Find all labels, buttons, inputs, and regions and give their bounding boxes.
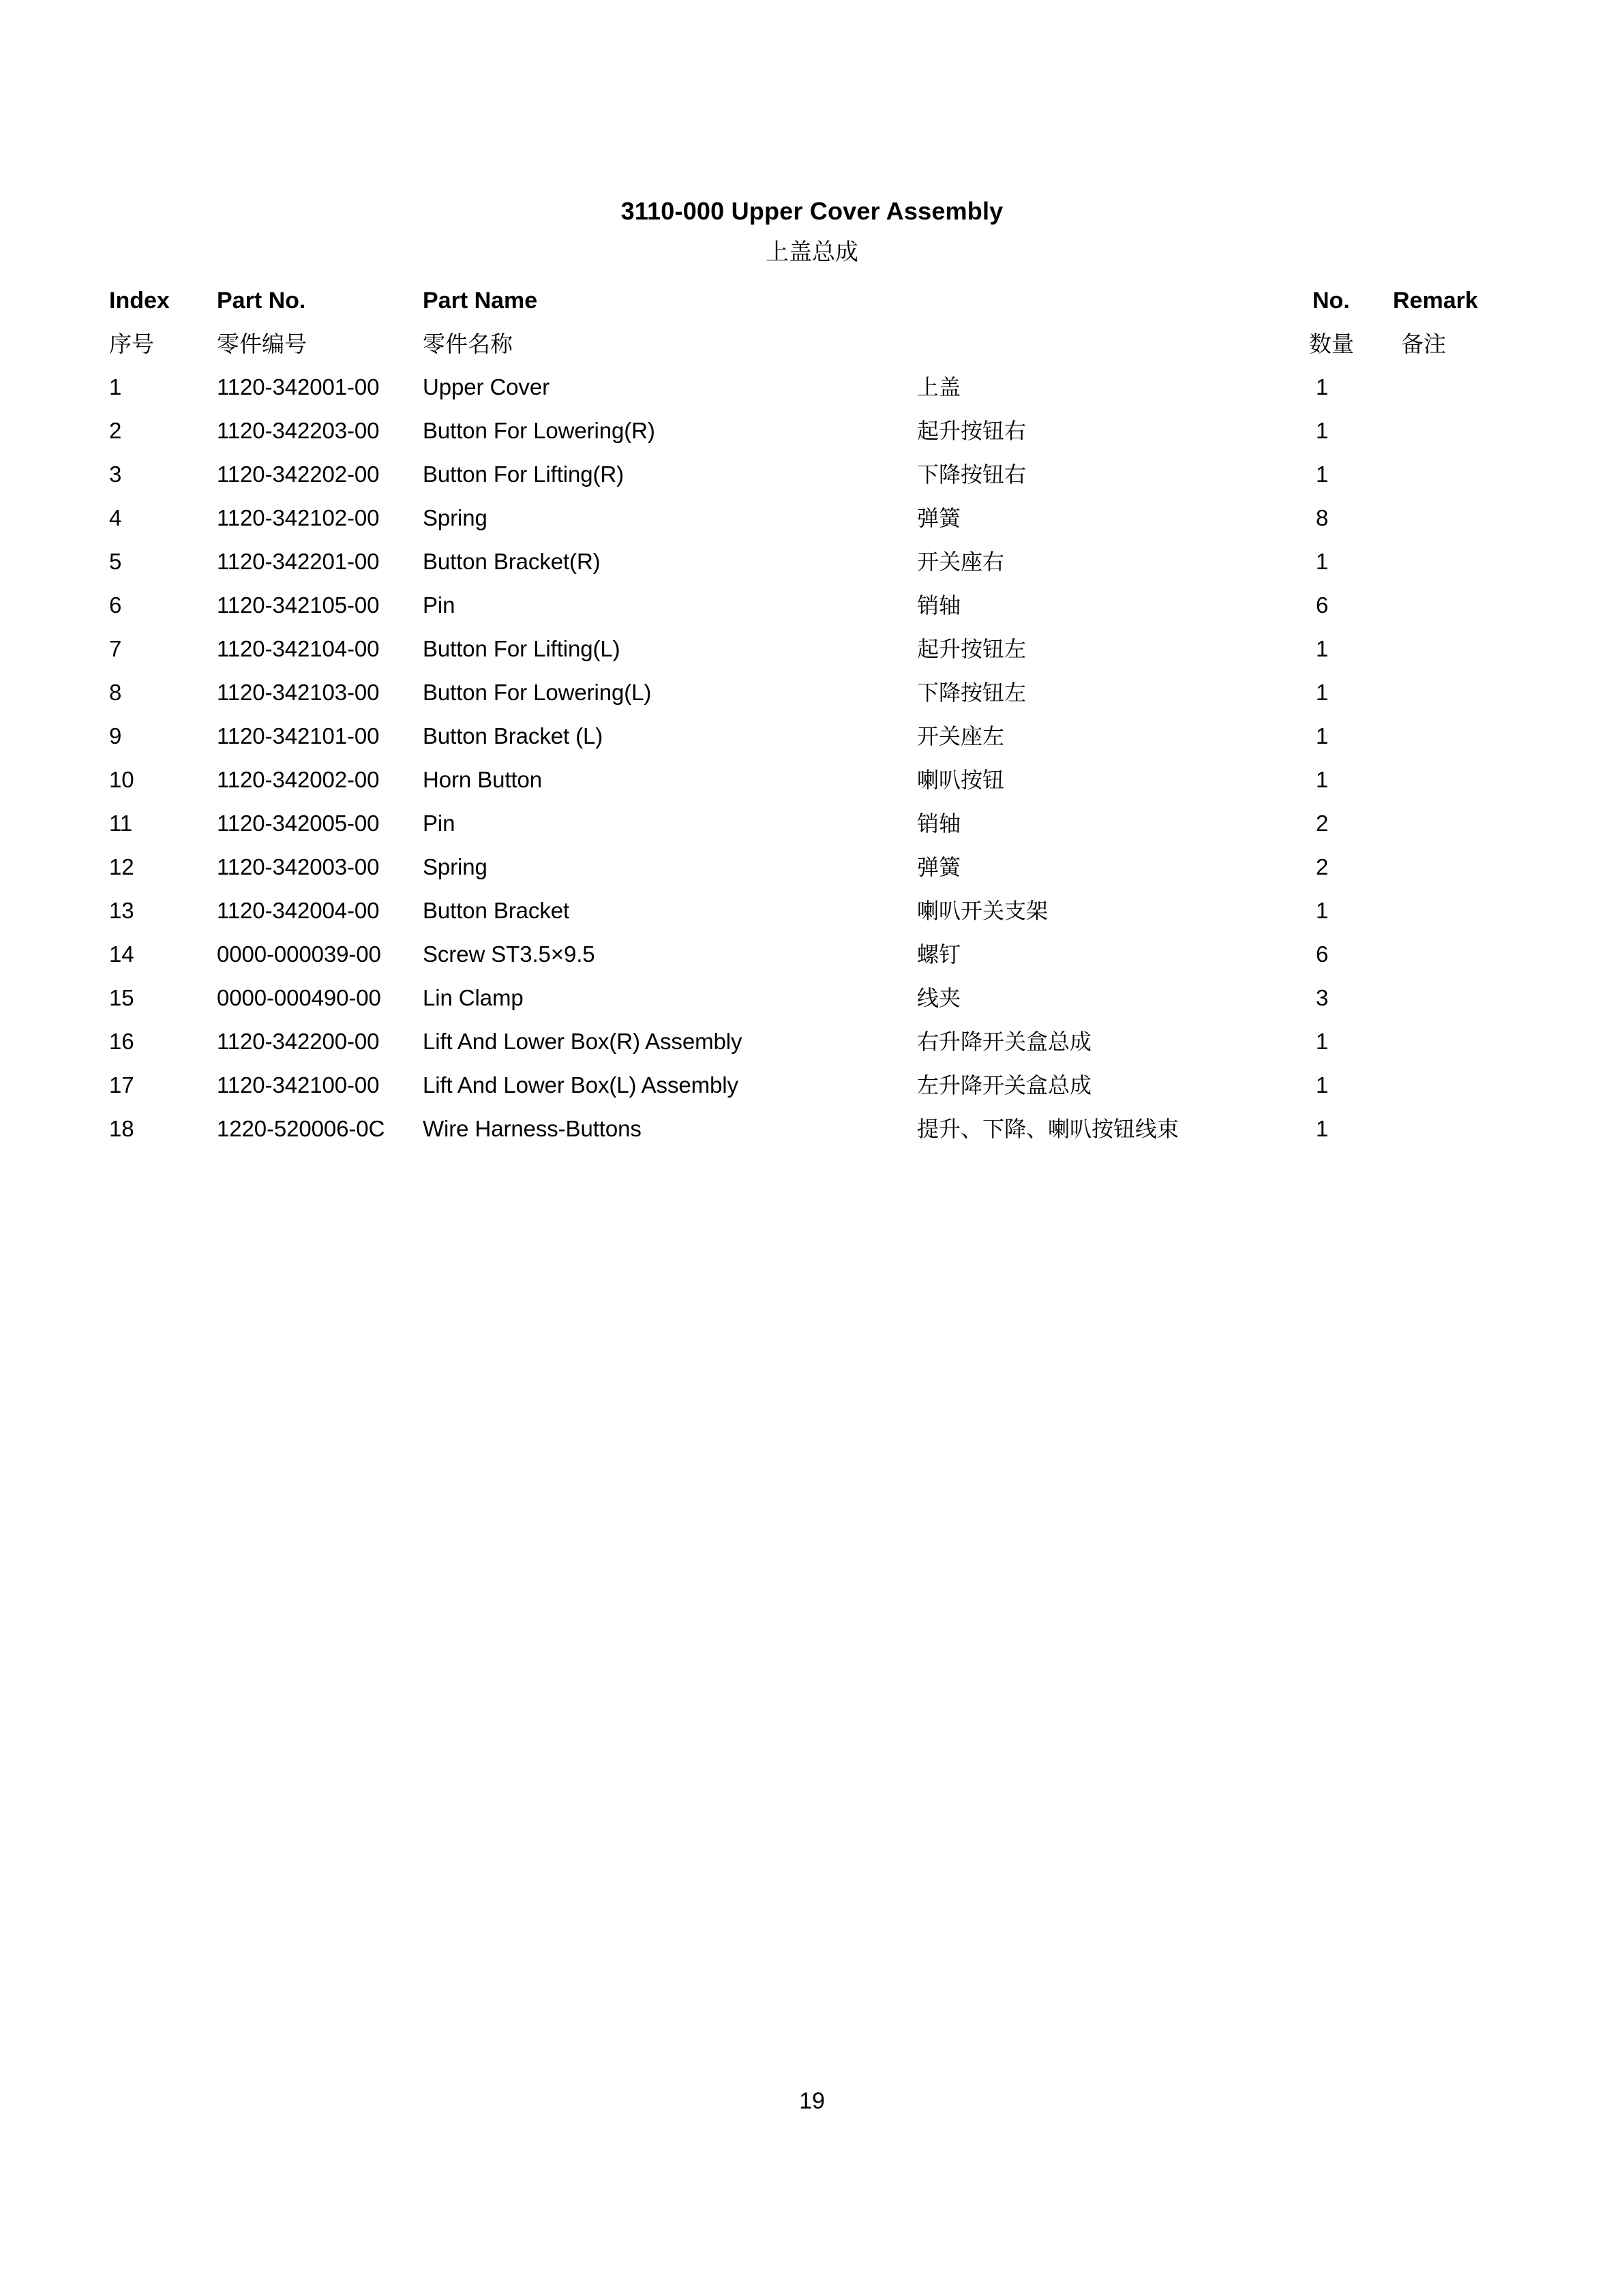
cell-part-name-cn: 销轴 (917, 592, 961, 618)
cell-index: 1 (109, 374, 122, 399)
cell-part-name-cn: 起升按钮右 (917, 418, 1027, 444)
column-header-index: Index (109, 288, 170, 314)
cell-part-no: 1120-342103-00 (217, 680, 380, 705)
table-row (0, 671, 1624, 714)
cell-part-no: 1120-342001-00 (217, 374, 380, 399)
cell-part-name: Button For Lowering(R) (423, 418, 655, 443)
cell-part-name: Spring (423, 505, 487, 530)
cell-part-no: 1120-342101-00 (217, 723, 380, 749)
table-row (0, 1063, 1624, 1107)
cell-part-name: Upper Cover (423, 374, 550, 399)
cell-part-name-cn: 右升降开关盒总成 (917, 1029, 1092, 1055)
cell-quantity: 1 (1316, 898, 1329, 923)
cell-part-no: 1120-342104-00 (217, 636, 380, 661)
cell-index: 16 (109, 1029, 134, 1054)
cell-part-no: 1120-342100-00 (217, 1072, 380, 1098)
table-row (0, 889, 1624, 933)
cell-quantity: 1 (1316, 1072, 1329, 1098)
cell-part-name-cn: 提升、下降、喇叭按钮线束 (917, 1116, 1179, 1142)
cell-part-name: Pin (423, 592, 455, 618)
table-row (0, 365, 1624, 409)
table-row (0, 453, 1624, 496)
cell-part-name-cn: 喇叭开关支架 (917, 898, 1049, 924)
cell-index: 12 (109, 854, 134, 879)
cell-quantity: 1 (1316, 723, 1329, 749)
cell-part-name-cn: 弹簧 (917, 854, 961, 880)
cell-part-no: 1120-342002-00 (217, 767, 380, 792)
cell-part-name: Spring (423, 854, 487, 879)
cell-part-name: Horn Button (423, 767, 543, 792)
cell-part-no: 1120-342203-00 (217, 418, 380, 443)
table-row (0, 802, 1624, 845)
cell-part-no: 1120-342105-00 (217, 592, 380, 618)
cell-part-no: 1120-342003-00 (217, 854, 380, 879)
cell-part-name: Button For Lifting(L) (423, 636, 620, 661)
cell-index: 11 (109, 811, 133, 836)
cell-part-name-cn: 开关座左 (917, 723, 1005, 749)
cell-part-name: Button For Lifting(R) (423, 462, 625, 487)
cell-part-no: 0000-000039-00 (217, 941, 381, 967)
column-header-part-no: Part No. (217, 288, 306, 314)
table-row (0, 1020, 1624, 1063)
cell-part-name-cn: 开关座右 (917, 549, 1005, 575)
cell-quantity: 2 (1316, 854, 1329, 879)
cell-part-no: 0000-000490-00 (217, 985, 381, 1010)
column-header-quantity: No. (1312, 288, 1350, 314)
cell-part-name: Lin Clamp (423, 985, 524, 1010)
cell-part-name-cn: 左升降开关盒总成 (917, 1072, 1092, 1098)
cell-part-name-cn: 弹簧 (917, 505, 961, 531)
cell-quantity: 6 (1316, 592, 1329, 618)
cell-part-name-cn: 下降按钮左 (917, 680, 1027, 706)
cell-index: 5 (109, 549, 122, 574)
table-row (0, 409, 1624, 453)
cell-part-name: Screw ST3.5×9.5 (423, 941, 595, 967)
cell-part-name: Lift And Lower Box(R) Assembly (423, 1029, 742, 1054)
table-row (0, 540, 1624, 584)
cell-index: 18 (109, 1116, 134, 1141)
cell-part-name-cn: 线夹 (917, 985, 961, 1011)
cell-part-no: 1120-342201-00 (217, 549, 380, 574)
cell-part-name-cn: 起升按钮左 (917, 636, 1027, 662)
cell-part-name-cn: 喇叭按钮 (917, 767, 1005, 793)
table-body (0, 365, 1624, 1151)
cell-index: 2 (109, 418, 122, 443)
cell-index: 8 (109, 680, 122, 705)
cell-part-name: Button For Lowering(L) (423, 680, 652, 705)
parts-list-table (0, 278, 1624, 1151)
cell-part-name: Button Bracket (423, 898, 570, 923)
cell-quantity: 1 (1316, 1029, 1329, 1054)
cell-quantity: 2 (1316, 811, 1329, 836)
cell-part-name-cn: 销轴 (917, 811, 961, 836)
cell-quantity: 1 (1316, 636, 1329, 661)
cell-index: 6 (109, 592, 122, 618)
cell-part-no: 1220-520006-0C (217, 1116, 385, 1141)
page-number: 19 (799, 2088, 825, 2114)
table-row (0, 627, 1624, 671)
page-title-chinese: 上盖总成 (766, 239, 858, 266)
page-title-english: 3110-000 Upper Cover Assembly (620, 197, 1004, 225)
cell-quantity: 1 (1316, 418, 1329, 443)
cell-part-name-cn: 螺钉 (917, 941, 961, 967)
column-header-part-name: Part Name (423, 288, 538, 314)
cell-index: 10 (109, 767, 134, 792)
table-row (0, 584, 1624, 627)
cell-part-name-cn: 上盖 (917, 374, 961, 400)
cell-part-no: 1120-342005-00 (217, 811, 380, 836)
column-header-remark: Remark (1393, 288, 1478, 314)
cell-index: 15 (109, 985, 134, 1010)
column-header-index-cn: 序号 (109, 331, 154, 357)
cell-quantity: 6 (1316, 941, 1329, 967)
cell-part-name: Wire Harness-Buttons (423, 1116, 642, 1141)
table-row (0, 758, 1624, 802)
table-header-row-chinese (0, 323, 1624, 365)
cell-index: 13 (109, 898, 134, 923)
cell-index: 17 (109, 1072, 134, 1098)
cell-quantity: 1 (1316, 549, 1329, 574)
cell-quantity: 1 (1316, 462, 1329, 487)
cell-part-no: 1120-342102-00 (217, 505, 380, 530)
table-row (0, 496, 1624, 540)
cell-part-no: 1120-342200-00 (217, 1029, 380, 1054)
column-header-part-name-cn: 零件名称 (423, 331, 513, 357)
cell-quantity: 1 (1316, 767, 1329, 792)
table-header-row-english (0, 278, 1624, 323)
cell-index: 4 (109, 505, 122, 530)
table-row (0, 714, 1624, 758)
cell-index: 9 (109, 723, 122, 749)
cell-index: 14 (109, 941, 134, 967)
table-row (0, 845, 1624, 889)
table-row (0, 976, 1624, 1020)
cell-quantity: 3 (1316, 985, 1329, 1010)
title-block (0, 196, 1624, 268)
cell-part-no: 1120-342004-00 (217, 898, 380, 923)
cell-quantity: 1 (1316, 374, 1329, 399)
column-header-part-no-cn: 零件编号 (217, 331, 307, 357)
cell-part-name: Lift And Lower Box(L) Assembly (423, 1072, 738, 1098)
cell-part-name: Button Bracket (L) (423, 723, 603, 749)
column-header-remark-cn: 备注 (1401, 331, 1446, 357)
cell-quantity: 1 (1316, 680, 1329, 705)
cell-quantity: 1 (1316, 1116, 1329, 1141)
cell-part-no: 1120-342202-00 (217, 462, 380, 487)
cell-part-name: Button Bracket(R) (423, 549, 601, 574)
column-header-quantity-cn: 数量 (1309, 331, 1354, 357)
cell-quantity: 8 (1316, 505, 1329, 530)
cell-index: 3 (109, 462, 122, 487)
cell-part-name: Pin (423, 811, 455, 836)
table-row (0, 1107, 1624, 1151)
cell-part-name-cn: 下降按钮右 (917, 462, 1027, 487)
cell-index: 7 (109, 636, 122, 661)
table-row (0, 933, 1624, 976)
